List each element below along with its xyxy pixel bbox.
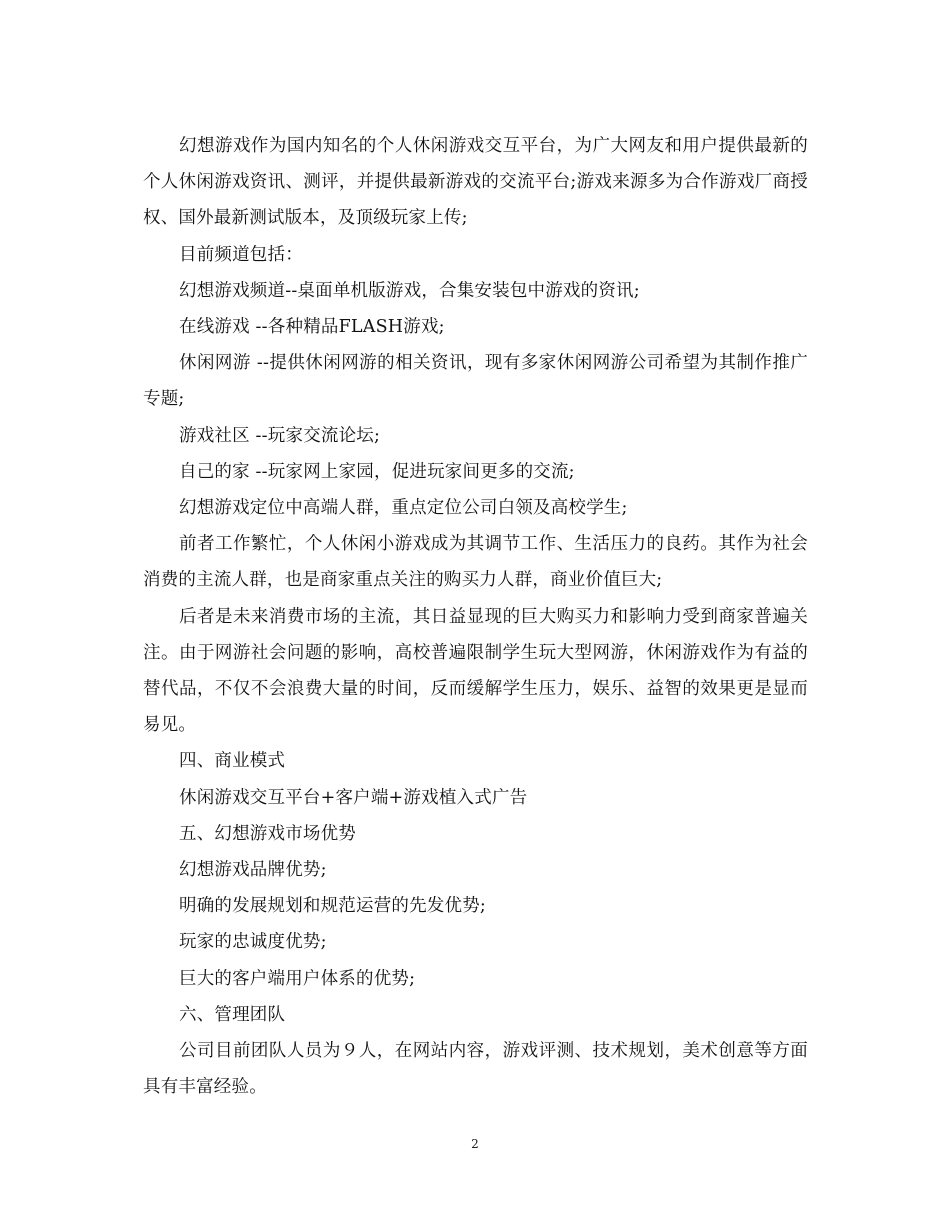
paragraph-channel-fantasy: 幻想游戏频道--桌面单机版游戏，合集安装包中游戏的资讯; xyxy=(179,280,640,301)
paragraph-channels-heading: 目前频道包括： xyxy=(179,244,303,265)
section-heading-management-team: 六、管理团队 xyxy=(179,1004,286,1025)
paragraph-advantage-client-users: 巨大的客户端用户体系的优势; xyxy=(179,968,416,989)
document-body xyxy=(143,128,808,1105)
paragraph-business-model: 休闲游戏交互平台+客户端+游戏植入式广告 xyxy=(179,787,528,808)
paragraph-white-collar: 前者工作繁忙，个人休闲小游戏成为其调节工作、生活压力的良药。其作为社会消费的主流人群，也是商家重点关注的购买力人群，商业价值巨大; xyxy=(143,534,808,591)
section-heading-business-model: 四、商业模式 xyxy=(179,751,286,772)
paragraph-channel-online: 在线游戏 --各种精品FLASH游戏; xyxy=(179,317,445,338)
paragraph-intro: 幻想游戏作为国内知名的个人休闲游戏交互平台，为广大网友和用户提供最新的个人休闲游戏资讯、测评，并提供最新游戏的交流平台;游戏来源多为合作游戏厂商授权、国外最新测试版本，及顶级玩家上传; xyxy=(143,136,808,229)
paragraph-advantage-planning: 明确的发展规划和规范运营的先发优势; xyxy=(179,896,486,917)
section-heading-market-advantages: 五、幻想游戏市场优势 xyxy=(179,823,356,844)
paragraph-positioning: 幻想游戏定位中高端人群，重点定位公司白领及高校学生; xyxy=(179,498,628,519)
paragraph-channel-home: 自己的家 --玩家网上家园，促进玩家间更多的交流; xyxy=(179,461,575,482)
paragraph-team: 公司目前团队人员为９人，在网站内容，游戏评测、技术规划，美术创意等方面具有丰富经验。 xyxy=(143,1041,808,1098)
paragraph-advantage-loyalty: 玩家的忠诚度优势; xyxy=(179,932,327,953)
paragraph-students: 后者是未来消费市场的主流，其日益显现的巨大购买力和影响力受到商家普遍关注。由于网游社会问题的影响，高校普遍限制学生玩大型网游，休闲游戏作为有益的替代品，不仅不会浪费大量的时间，反而缓解学生压力，娱乐、益智的效果更是显而易见。 xyxy=(143,606,808,736)
paragraph-channel-community: 游戏社区 --玩家交流论坛; xyxy=(179,425,381,446)
paragraph-channel-casual-online: 休闲网游 --提供休闲网游的相关资讯，现有多家休闲网游公司希望为其制作推广专题; xyxy=(143,353,808,410)
paragraph-advantage-brand: 幻想游戏品牌优势; xyxy=(179,860,327,881)
page-number: 2 xyxy=(471,1137,479,1151)
